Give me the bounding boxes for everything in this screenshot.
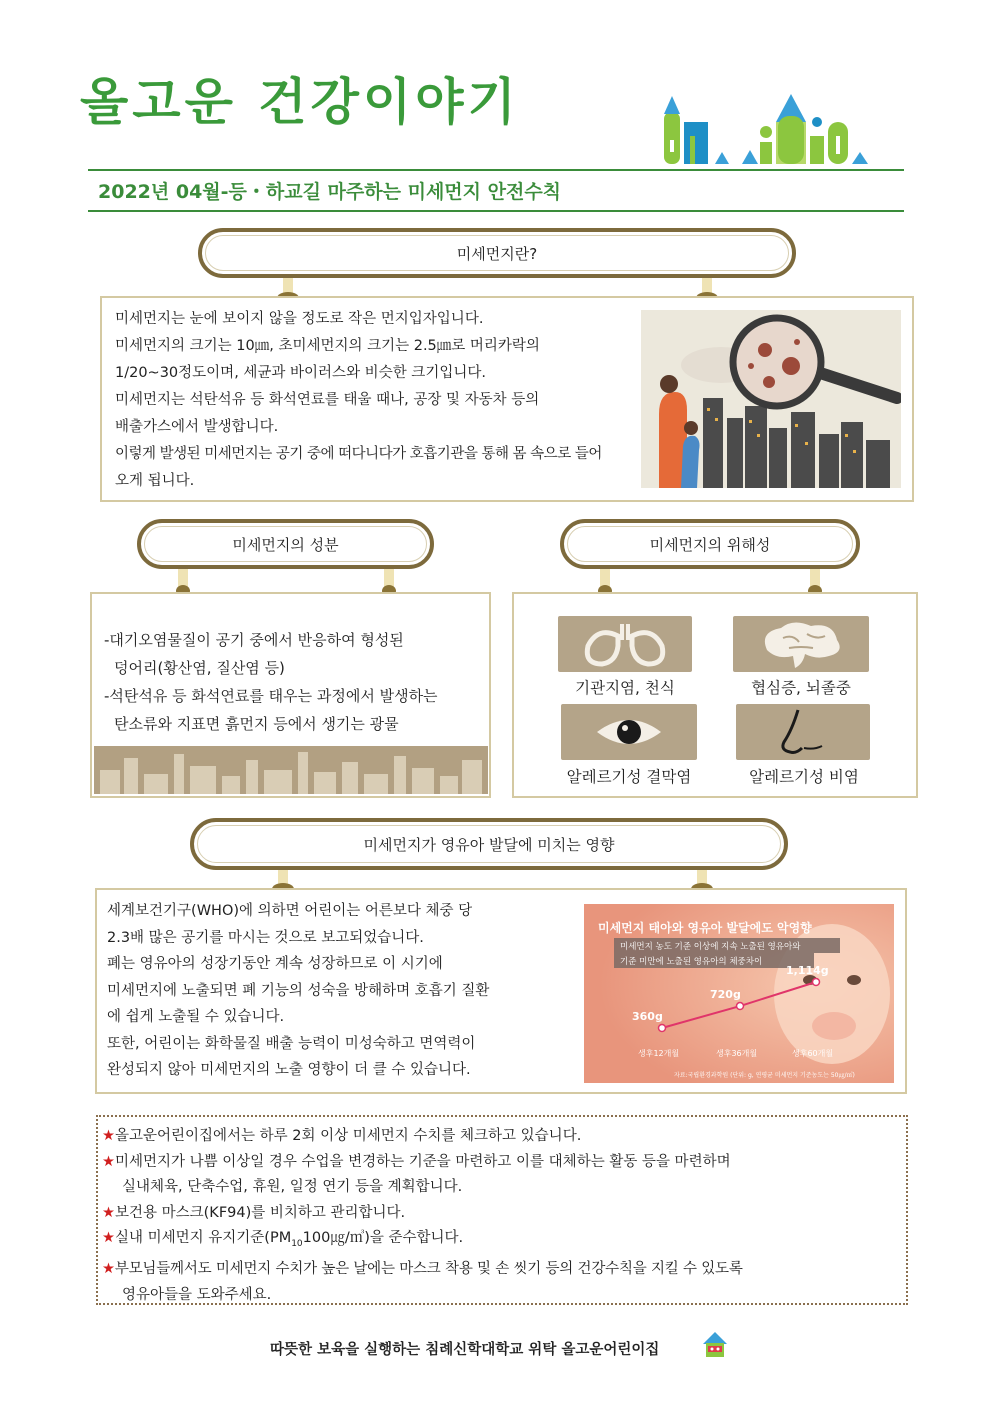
chart-point xyxy=(737,1003,744,1010)
chart-category-label: 생후60개월 xyxy=(792,1049,834,1058)
section4-text xyxy=(107,898,489,1084)
text-line: 이렇게 발생된 미세먼지는 공기 중에 떠다니다가 호흡기관을 통해 몸 속으로 들어 xyxy=(115,446,602,462)
text-line: 미세먼지는 눈에 보이지 않을 정도로 작은 먼지입자입니다. xyxy=(115,311,484,327)
page-title: 올고운 건강이야기 xyxy=(80,73,520,131)
hazard-label: 기관지염, 천식 xyxy=(575,679,675,697)
lungs-icon xyxy=(558,616,692,672)
note-item xyxy=(102,1257,898,1283)
text-line: 1/20~30정도이며, 세균과 바이러스와 비슷한 크기입니다. xyxy=(115,365,486,381)
header-rule-top xyxy=(88,169,904,171)
chart-category-label: 생후36개월 xyxy=(716,1049,758,1058)
note-item-continued: 영유아들을 도와주세요. xyxy=(122,1286,272,1303)
star-icon: ★ xyxy=(102,1153,115,1170)
chart-category-label: 생후12개월 xyxy=(638,1049,680,1058)
chart-subtitle-line: 미세먼지 농도 기준 이상에 지속 노출된 영유아와 xyxy=(620,942,801,952)
chart-title: 미세먼지 태아와 영유아 발달에도 악영향 xyxy=(598,921,812,935)
note-item xyxy=(102,1124,898,1150)
text-line: 미세먼지는 석탄석유 등 화석연료를 태울 때나, 공장 및 자동차 등의 xyxy=(115,392,540,408)
note-item xyxy=(102,1226,898,1257)
section2-text xyxy=(104,626,438,738)
note-text: 100㎍/㎥)을 준수합니다. xyxy=(302,1230,464,1246)
eye-icon xyxy=(561,704,697,760)
hazard-label: 협심증, 뇌졸중 xyxy=(751,679,851,697)
magnifier-illustration xyxy=(641,310,901,488)
star-icon: ★ xyxy=(102,1230,115,1246)
star-icon: ★ xyxy=(102,1128,115,1144)
text-line: -석탄석유 등 화석연료를 태우는 과정에서 발생하는 xyxy=(104,687,438,705)
text-line: 배출가스에서 발생합니다. xyxy=(115,419,279,435)
section-heading-components: 미세먼지의 성분 xyxy=(137,519,434,569)
hazard-label: 알레르기성 비염 xyxy=(749,768,859,786)
text-line: 에 쉽게 노출될 수 있습니다. xyxy=(107,1009,285,1025)
nose-icon xyxy=(736,704,870,760)
note-item-continued: 실내체육, 단축수업, 휴원, 일정 연기 등을 계획합니다. xyxy=(122,1179,463,1195)
city-logo-icon xyxy=(660,92,875,167)
chart-point xyxy=(813,979,820,986)
page-subtitle: 2022년 04월-등・하교길 마주하는 미세먼지 안전수칙 xyxy=(98,181,562,203)
text-line: 미세먼지의 크기는 10㎛, 초미세먼지의 크기는 2.5㎛로 머리카락의 xyxy=(115,338,540,354)
note-text: 보건용 마스크(KF94)를 비치하고 관리합니다. xyxy=(115,1204,406,1221)
header-rule-bottom xyxy=(88,210,904,212)
note-item xyxy=(102,1201,898,1227)
text-line: 폐는 영유아의 성장기동안 계속 성장하므로 이 시기에 xyxy=(107,956,443,972)
note-text: 미세먼지가 나쁨 이상일 경우 수업을 변경하는 기준을 마련하고 이를 대체하는 활동 등을 마련하며 xyxy=(115,1153,731,1170)
hazard-label: 알레르기성 결막염 xyxy=(566,768,692,786)
section1-text xyxy=(115,306,602,495)
infant-weight-chart xyxy=(584,904,894,1083)
text-line: -대기오염물질이 공기 중에서 반응하여 형성된 xyxy=(104,631,404,649)
text-line: 세계보건기구(WHO)에 의하면 어린이는 어른보다 체중 당 xyxy=(107,903,473,919)
factory-skyline-illustration xyxy=(94,746,488,794)
text-line: 오게 됩니다. xyxy=(115,473,195,489)
chart-subtitle-line: 기준 미만에 노출된 영유아의 체중차이 xyxy=(620,957,763,967)
footer-text: 따뜻한 보육을 실행하는 침례신학대학교 위탁 올고운어린이집 xyxy=(270,1342,660,1358)
note-text: 올고운어린이집에서는 하루 2회 이상 미세먼지 수치를 체크하고 있습니다. xyxy=(115,1128,582,1144)
chart-value-label: 360g xyxy=(632,1010,663,1023)
notes-box xyxy=(96,1115,908,1305)
text-line: 미세먼지에 노출되면 폐 기능의 성숙을 방해하며 호흡기 질환 xyxy=(107,982,490,999)
section-heading-what-is-dust: 미세먼지란? xyxy=(198,228,796,278)
note-text: 부모님들께서도 미세먼지 수치가 높은 날에는 마스크 착용 및 손 씻기 등의 건강수칙을 지킬 수 있도록 xyxy=(114,1261,743,1278)
text-line: 탄소류와 지표면 흙먼지 등에서 생기는 광물 xyxy=(114,715,399,733)
note-subscript: 10 xyxy=(291,1238,303,1249)
chart-source: 자료:국립환경과학원 (단위: g, 연평균 미세먼지 기준농도는 50㎍/㎥) xyxy=(674,1072,855,1079)
chart-value-label: 720g xyxy=(710,988,741,1002)
section-heading-infant-effects: 미세먼지가 영유아 발달에 미치는 영향 xyxy=(190,818,788,870)
text-line: 덩어리(황산염, 질산염 등) xyxy=(114,659,285,677)
text-line: 2.3배 많은 공기를 마시는 것으로 보고되었습니다. xyxy=(107,929,424,946)
chart-point xyxy=(659,1025,666,1032)
section-heading-hazards: 미세먼지의 위해성 xyxy=(560,519,860,569)
house-logo-icon xyxy=(702,1330,728,1360)
chart-value-label: 1,114g xyxy=(786,964,829,977)
text-line: 또한, 어린이는 화학물질 배출 능력이 미성숙하고 면역력이 xyxy=(107,1035,476,1052)
star-icon: ★ xyxy=(102,1261,115,1278)
note-text: 실내 미세먼지 유지기준(PM xyxy=(115,1230,292,1246)
text-line: 완성되지 않아 미세먼지의 노출 영향이 더 클 수 있습니다. xyxy=(107,1062,471,1078)
star-icon: ★ xyxy=(102,1204,115,1221)
brain-icon xyxy=(733,616,869,672)
note-item xyxy=(102,1150,898,1176)
